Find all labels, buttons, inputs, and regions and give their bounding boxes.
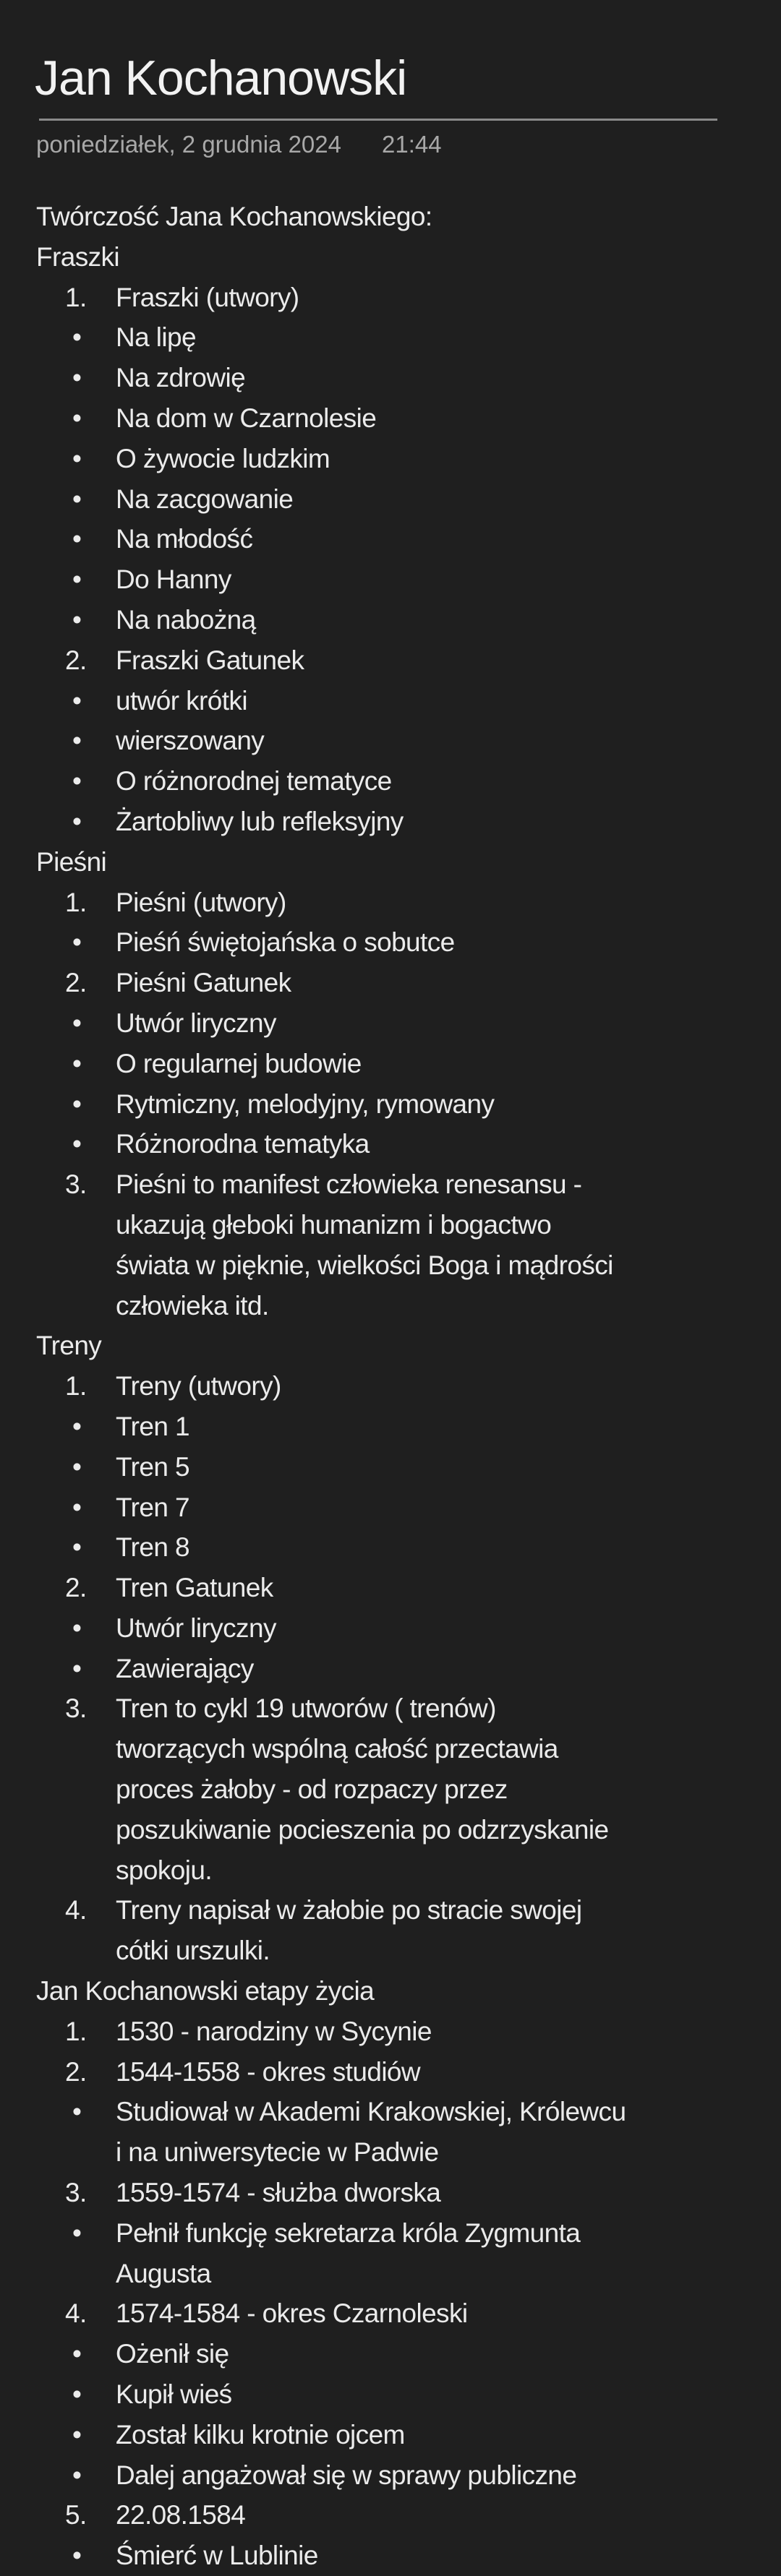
- bullet-icon: •: [72, 2419, 82, 2450]
- item-text: Treny (utwory): [116, 1371, 281, 1401]
- numbered-item: [36, 1164, 759, 1326]
- item-text: Pieśni Gatunek: [116, 968, 291, 998]
- numbered-item: [36, 640, 759, 681]
- section-heading: [36, 1326, 759, 1366]
- note-time: 21:44: [382, 131, 442, 158]
- bullet-item: [36, 1407, 759, 1447]
- list-number: 2.: [65, 1573, 87, 1603]
- bullet-item: [36, 2536, 759, 2576]
- item-text: Treny: [36, 1331, 102, 1361]
- bullet-icon: •: [72, 806, 82, 836]
- item-text: Na zdrowię: [116, 363, 246, 393]
- note-date: poniedziałek, 2 grudnia 2024: [36, 131, 341, 158]
- numbered-item: [36, 2052, 759, 2092]
- item-text: Zawierający: [116, 1653, 254, 1683]
- bullet-item: [36, 1527, 759, 1568]
- bullet-icon: •: [72, 1048, 82, 1078]
- list-number: 5.: [65, 2500, 87, 2530]
- list-number: 1.: [65, 887, 87, 917]
- item-text: Został kilku krotnie ojcem: [116, 2419, 405, 2450]
- bullet-icon: •: [72, 1451, 82, 1482]
- list-number: 2.: [65, 2056, 87, 2087]
- numbered-item: [36, 1688, 759, 1890]
- bullet-icon: •: [72, 2217, 82, 2248]
- item-text: Utwór liryczny: [116, 1008, 276, 1038]
- numbered-item: [36, 963, 759, 1003]
- bullet-icon: •: [72, 1089, 82, 1119]
- bullet-item: [36, 559, 759, 600]
- bullet-item: [36, 1608, 759, 1649]
- bullet-icon: •: [72, 322, 82, 353]
- bullet-icon: •: [72, 604, 82, 635]
- bullet-icon: •: [72, 443, 82, 473]
- item-text: Żartobliwy lub refleksyjny: [116, 806, 404, 836]
- list-number: 3.: [65, 1693, 87, 1724]
- item-text: 22.08.1584: [116, 2500, 246, 2530]
- numbered-item: [36, 2173, 759, 2213]
- bullet-icon: •: [72, 1129, 82, 1159]
- numbered-item: [36, 1890, 759, 1971]
- note-meta: [36, 129, 442, 160]
- item-text: Na lipę: [116, 322, 196, 353]
- item-text: Na młodość: [116, 524, 253, 554]
- bullet-item: [36, 398, 759, 439]
- bullet-icon: •: [72, 1008, 82, 1038]
- item-text: 1559-1574 - służba dworska: [116, 2178, 441, 2208]
- bullet-item: [36, 1447, 759, 1487]
- item-text: Pieśni: [36, 846, 107, 877]
- bullet-icon: •: [72, 564, 82, 595]
- section-heading: [36, 197, 759, 237]
- bullet-icon: •: [72, 1653, 82, 1683]
- bullet-icon: •: [72, 685, 82, 716]
- bullet-item: [36, 519, 759, 559]
- bullet-item: [36, 2213, 759, 2294]
- bullet-item: [36, 1124, 759, 1164]
- item-text: Rytmiczny, melodyjny, rymowany: [116, 1089, 495, 1119]
- list-number: 1.: [65, 282, 87, 312]
- bullet-icon: •: [72, 484, 82, 514]
- bullet-item: [36, 2415, 759, 2455]
- item-text: Tren to cykl 19 utworów ( trenów) tworzących wspólną całość przectawia proces żałoby - od rozpaczy przez poszukiwanie pocieszenia po odzrzyskanie spokoju.: [116, 1693, 609, 1885]
- section-heading: [36, 237, 759, 278]
- bullet-item: [36, 1487, 759, 1528]
- item-text: Utwór liryczny: [116, 1613, 276, 1643]
- item-text: Jan Kochanowski etapy życia: [36, 1976, 375, 2006]
- item-text: Kupił wieś: [116, 2379, 232, 2410]
- bullet-item: [36, 681, 759, 721]
- section-heading: [36, 1971, 759, 2012]
- bullet-item: [36, 358, 759, 398]
- item-text: Fraszki (utwory): [116, 282, 299, 312]
- bullet-item: [36, 1084, 759, 1125]
- bullet-icon: •: [72, 363, 82, 393]
- numbered-item: [36, 2495, 759, 2536]
- item-text: Fraszki: [36, 241, 120, 272]
- item-text: Pełnił funkcję sekretarza króla Zygmunta Augusta: [116, 2217, 581, 2288]
- bullet-item: [36, 761, 759, 802]
- bullet-icon: •: [72, 2379, 82, 2410]
- item-text: Ożenił się: [116, 2339, 229, 2369]
- numbered-item: [36, 1366, 759, 1407]
- bullet-icon: •: [72, 927, 82, 958]
- list-number: 3.: [65, 2178, 87, 2208]
- item-text: Dalej angażował się w sprawy publiczne: [116, 2460, 577, 2490]
- title-divider: [39, 119, 717, 121]
- item-text: Do Hanny: [116, 564, 231, 595]
- section-heading: [36, 842, 759, 883]
- item-text: Pieśni (utwory): [116, 887, 286, 917]
- bullet-item: [36, 721, 759, 761]
- item-text: utwór krótki: [116, 685, 247, 716]
- bullet-item: [36, 439, 759, 479]
- bullet-icon: •: [72, 1492, 82, 1522]
- item-text: Tren 5: [116, 1451, 189, 1482]
- numbered-item: [36, 2012, 759, 2052]
- note-body[interactable]: [36, 197, 759, 2576]
- list-number: 1.: [65, 1371, 87, 1401]
- list-number: 2.: [65, 645, 87, 675]
- list-number: 4.: [65, 2298, 87, 2329]
- item-text: Tren 8: [116, 1532, 189, 1563]
- numbered-item: [36, 1568, 759, 1608]
- bullet-icon: •: [72, 524, 82, 554]
- bullet-icon: •: [72, 2460, 82, 2490]
- bullet-icon: •: [72, 1411, 82, 1441]
- page-title[interactable]: Jan Kochanowski: [35, 51, 407, 106]
- item-text: Śmierć w Lublinie: [116, 2541, 318, 2571]
- bullet-item: [36, 1044, 759, 1084]
- bullet-icon: •: [72, 403, 82, 433]
- item-text: Studiował w Akademi Krakowskiej, Królewcu i na uniwersytecie w Padwie: [116, 2097, 626, 2168]
- bullet-item: [36, 922, 759, 963]
- item-text: 1574-1584 - okres Czarnoleski: [116, 2298, 468, 2329]
- list-number: 1.: [65, 2016, 87, 2046]
- bullet-item: [36, 317, 759, 358]
- bullet-icon: •: [72, 2339, 82, 2369]
- item-text: wierszowany: [116, 726, 265, 756]
- bullet-item: [36, 1649, 759, 1689]
- bullet-icon: •: [72, 1532, 82, 1563]
- item-text: Tren 1: [116, 1411, 189, 1441]
- item-text: Na dom w Czarnolesie: [116, 403, 377, 433]
- item-text: Na nabożną: [116, 604, 256, 635]
- item-text: Na zacgowanie: [116, 484, 294, 514]
- item-text: Pieśni to manifest człowieka renesansu - ukazują głeboki humanizm i bogactwo świata w pięknie, wielkości Boga i mądrości człowieka itd.: [116, 1169, 613, 1321]
- item-text: O różnorodnej tematyce: [116, 766, 392, 797]
- item-text: Tren Gatunek: [116, 1573, 273, 1603]
- item-text: Treny napisał w żałobie po stracie swojej cótki urszulki.: [116, 1895, 582, 1966]
- bullet-item: [36, 2092, 759, 2173]
- item-text: 1544-1558 - okres studiów: [116, 2056, 421, 2087]
- item-text: O żywocie ludzkim: [116, 443, 330, 473]
- bullet-icon: •: [72, 2541, 82, 2571]
- item-text: O regularnej budowie: [116, 1048, 362, 1078]
- bullet-item: [36, 600, 759, 640]
- list-number: 4.: [65, 1895, 87, 1925]
- bullet-icon: •: [72, 766, 82, 797]
- bullet-item: [36, 1003, 759, 1044]
- item-text: Różnorodna tematyka: [116, 1129, 370, 1159]
- list-number: 2.: [65, 968, 87, 998]
- bullet-item: [36, 802, 759, 842]
- bullet-item: [36, 2455, 759, 2496]
- bullet-icon: •: [72, 1613, 82, 1643]
- numbered-item: [36, 278, 759, 318]
- item-text: Fraszki Gatunek: [116, 645, 304, 675]
- item-text: 1530 - narodziny w Sycynie: [116, 2016, 432, 2046]
- item-text: Pieśń świętojańska o sobutce: [116, 927, 455, 958]
- item-text: Twórczość Jana Kochanowskiego:: [36, 202, 432, 231]
- bullet-item: [36, 2374, 759, 2415]
- bullet-item: [36, 479, 759, 520]
- numbered-item: [36, 883, 759, 923]
- bullet-icon: •: [72, 726, 82, 756]
- bullet-icon: •: [72, 2097, 82, 2127]
- numbered-item: [36, 2293, 759, 2334]
- bullet-item: [36, 2334, 759, 2374]
- item-text: Tren 7: [116, 1492, 189, 1522]
- list-number: 3.: [65, 1169, 87, 1200]
